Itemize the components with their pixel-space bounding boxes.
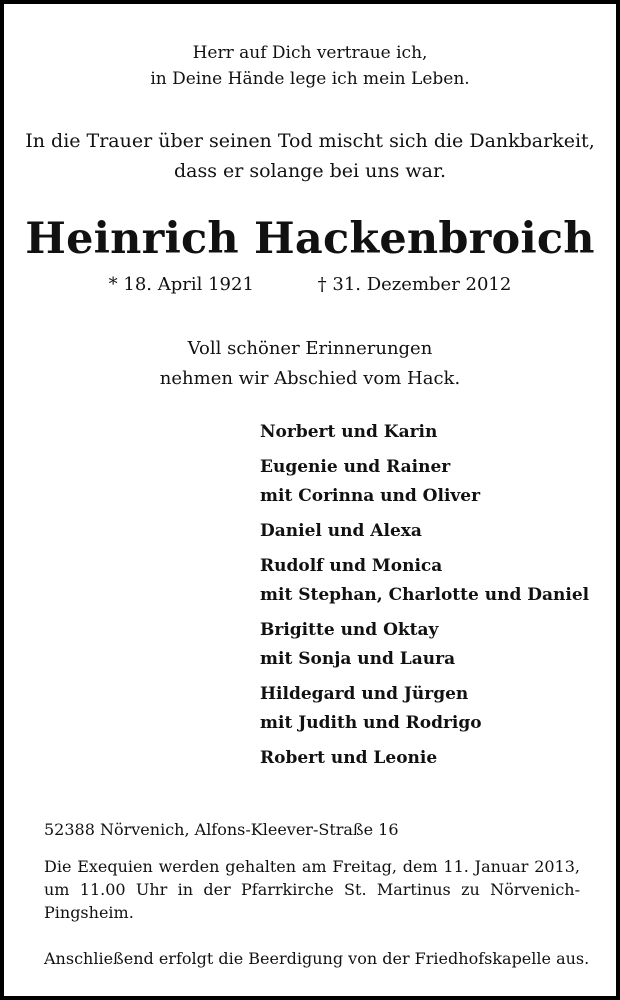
deceased-name: Heinrich Hackenbroich (25, 214, 595, 264)
mourner-line: Rudolf und Monica (260, 556, 443, 576)
mourner-group (260, 517, 589, 546)
birth-date: * 18. April 1921 (108, 274, 254, 295)
bible-verse (4, 40, 616, 92)
mourner-line: Robert und Leonie (260, 748, 438, 768)
mourner-line: Brigitte und Oktay (260, 620, 439, 640)
mourner-group (260, 552, 589, 610)
mourner-subline: mit Stephan, Charlotte und Daniel (260, 585, 590, 605)
farewell-line-2: nehmen wir Abschied vom Hack. (159, 368, 461, 389)
family-address: 52388 Nörvenich, Alfons-Kleever-Straße 16 (44, 820, 399, 839)
verse-line-2: in Deine Hände lege ich mein Leben. (150, 69, 470, 89)
life-dates (4, 272, 616, 298)
mourner-line: Daniel und Alexa (260, 521, 422, 541)
mourners-list (260, 418, 589, 779)
mourner-subline: mit Corinna und Oliver (260, 486, 481, 506)
death-date: † 31. Dezember 2012 (317, 274, 512, 295)
mourner-group (260, 453, 589, 511)
verse-line-1: Herr auf Dich vertraue ich, (192, 43, 428, 63)
gratitude-line-2: dass er solange bei uns war. (173, 160, 447, 182)
mourner-subline: mit Judith und Rodrigo (260, 713, 482, 733)
mourner-group (260, 680, 589, 738)
mourner-group (260, 616, 589, 674)
farewell-text (4, 334, 616, 394)
farewell-line-1: Voll schöner Erinnerungen (187, 338, 433, 359)
mourner-subline: mit Sonja und Laura (260, 649, 456, 669)
gratitude-text (4, 126, 616, 186)
burial-text: Anschließend erfolgt die Beerdigung von der Friedhofskapelle aus. (44, 949, 590, 968)
mourner-line: Hildegard und Jürgen (260, 684, 469, 704)
mourner-group (260, 744, 589, 773)
gratitude-line-1: In die Trauer über seinen Tod mischt sich die Dankbarkeit, (25, 130, 595, 152)
exequies-text: Die Exequien werden gehalten am Freitag, dem 11. Januar 2013, um 11.00 Uhr in der Pfarrkirche St. Martinus zu Nörvenich-Pingsheim. (44, 857, 580, 922)
mourner-line: Norbert und Karin (260, 422, 438, 442)
mourner-group (260, 418, 589, 447)
mourner-line: Eugenie und Rainer (260, 457, 451, 477)
